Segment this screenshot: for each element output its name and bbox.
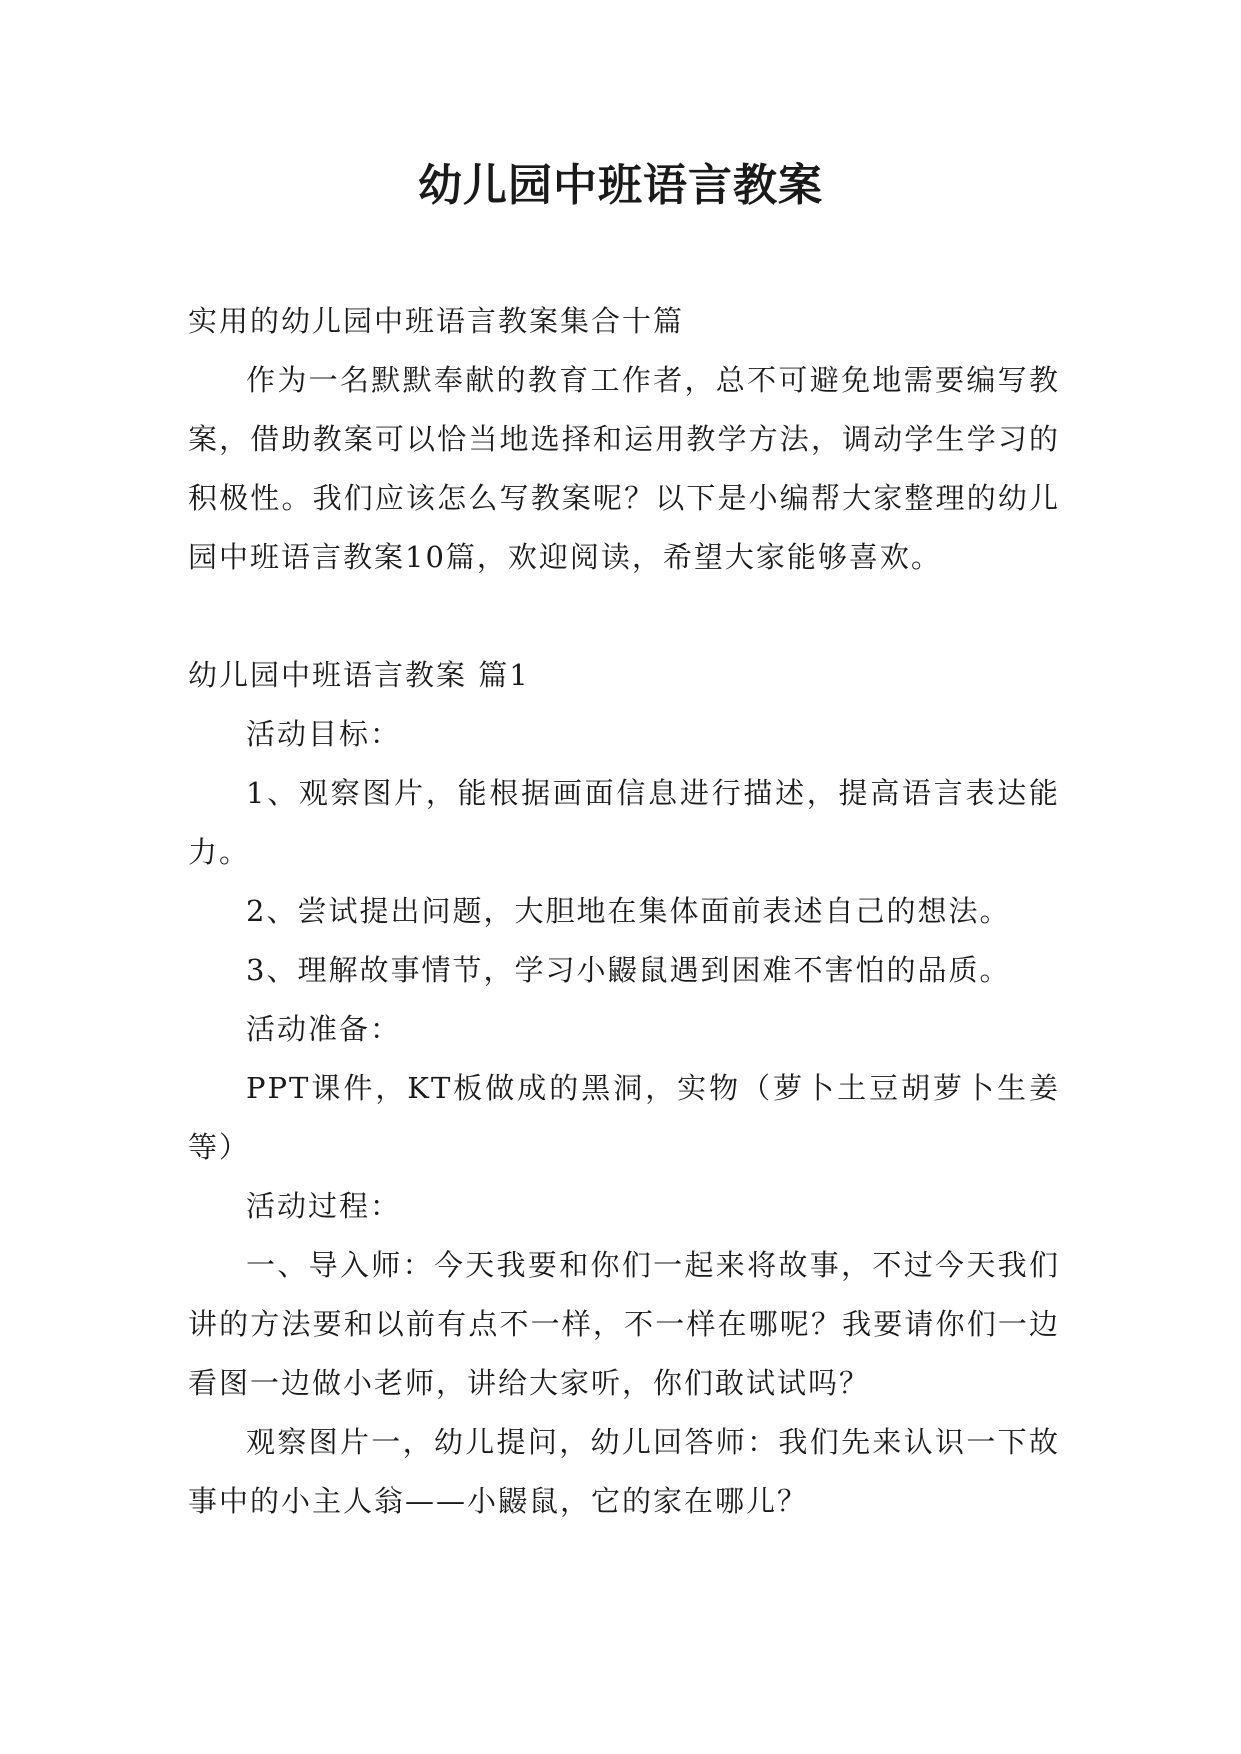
paragraph-goal-2: 2、尝试提出问题，大胆地在集体面前表述自己的想法。 [246, 894, 1011, 928]
paragraph-goal-1: 1、观察图片，能根据画面信息进行描述，提高语言表达能力。 [188, 776, 1060, 869]
paragraph-activity-prep: 活动准备： [246, 1012, 402, 1046]
section-heading: 幼儿园中班语言教案 篇1 [188, 658, 530, 692]
paragraph-observe-picture: 观察图片一，幼儿提问，幼儿回答师：我们先来认识一下故事中的小主人翁——小鼹鼠，它的家在哪儿？ [188, 1425, 1060, 1518]
page-title: 幼儿园中班语言教案 [418, 160, 823, 211]
intro-paragraph: 作为一名默默奉献的教育工作者，总不可避免地需要编写教案，借助教案可以恰当地选择和运用教学方法，调动学生学习的积极性。我们应该怎么写教案呢？以下是小编帮大家整理的幼儿园中班语言教案10篇，欢迎阅读，希望大家能够喜欢。 [188, 363, 1060, 574]
paragraph-activity-process: 活动过程： [246, 1189, 402, 1223]
document-subtitle: 实用的幼儿园中班语言教案集合十篇 [188, 304, 685, 338]
paragraph-activity-goals: 活动目标： [246, 717, 402, 751]
paragraph-goal-3: 3、理解故事情节，学习小鼹鼠遇到困难不害怕的品质。 [246, 953, 1011, 987]
paragraph-materials: PPT课件，KT板做成的黑洞，实物（萝卜土豆胡萝卜生姜等） [188, 1071, 1060, 1164]
document-body [188, 292, 1060, 1531]
paragraph-intro-step: 一、导入师：今天我要和你们一起来将故事，不过今天我们讲的方法要和以前有点不一样，不一样在哪呢？我要请你们一边看图一边做小老师，讲给大家听，你们敢试试吗？ [188, 1248, 1060, 1400]
